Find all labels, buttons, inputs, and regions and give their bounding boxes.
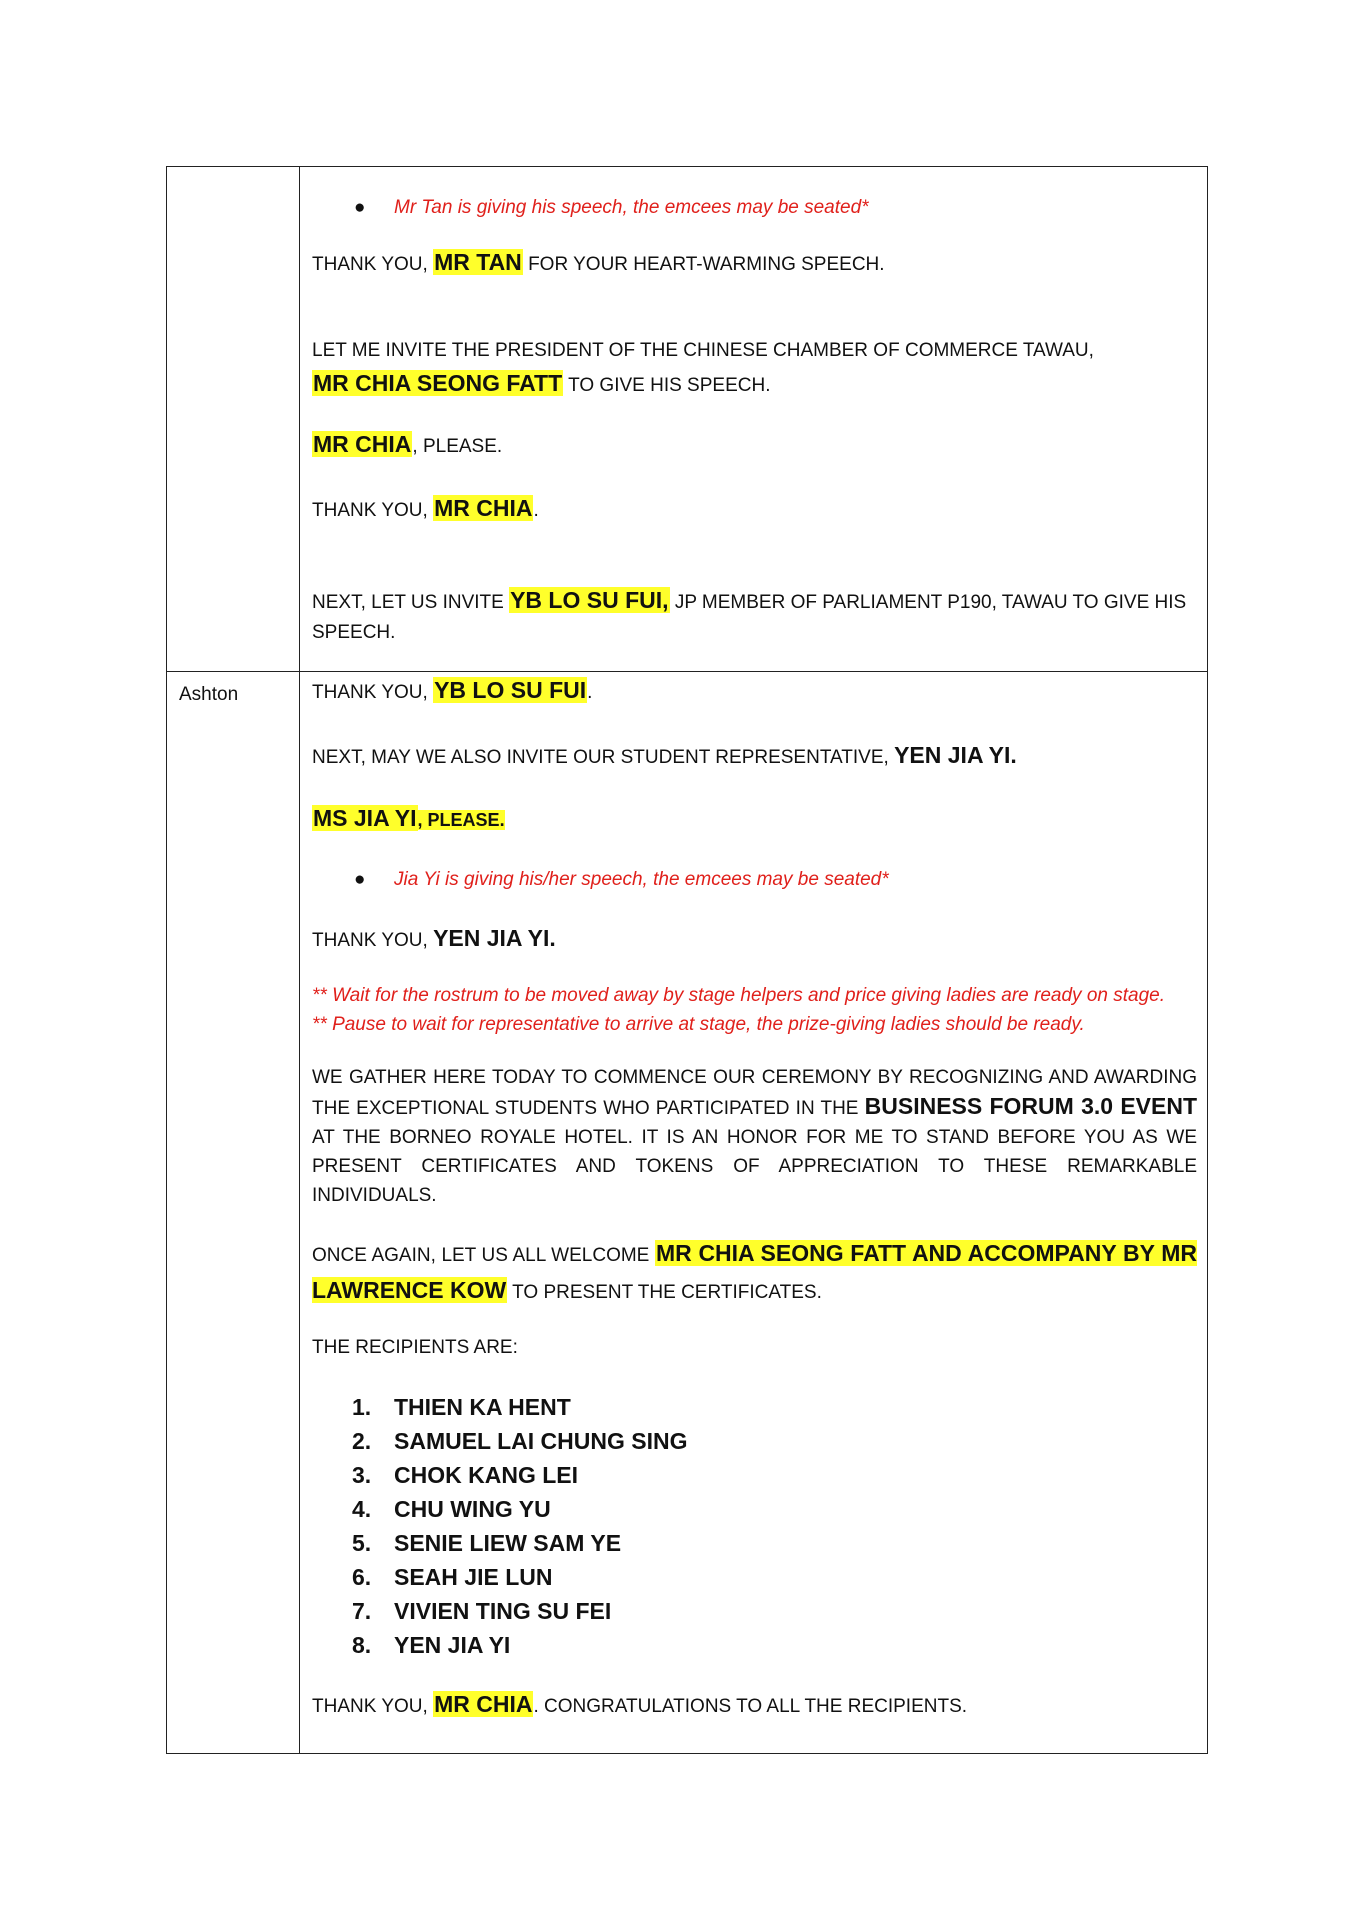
text: NEXT, MAY WE ALSO INVITE OUR STUDENT REPRESENTATIVE,: [312, 747, 895, 768]
recipients-label: THE RECIPIENTS ARE:: [312, 1337, 518, 1358]
student-name: YEN JIA YI.: [433, 925, 556, 951]
recipient-name: THIEN KA HENT: [394, 1394, 571, 1420]
highlighted-name: MR CHIA SEONG FATT AND ACCOMPANY BY MR LAWRENCE KOW: [312, 1240, 1198, 1303]
speaker-name: [167, 167, 299, 179]
highlighted-name: MR CHIA: [434, 495, 533, 521]
script-row-1: [167, 167, 1208, 672]
list-item: [352, 1458, 1197, 1492]
list-item: [352, 1390, 1197, 1424]
stage-direction-text: Mr Tan is giving his speech, the emcees may be seated*: [394, 197, 869, 218]
text: JP MEMBER OF PARLIAMENT P190, TAWAU TO GIVE HIS SPEECH.: [312, 592, 1187, 643]
thank-yb-line: [312, 674, 1197, 709]
recipient-name: SENIE LIEW SAM YE: [394, 1530, 622, 1556]
recipient-name: SEAH JIE LUN: [394, 1564, 553, 1590]
highlighted-text: , PLEASE.: [417, 810, 505, 830]
gather-paragraph: [312, 1063, 1197, 1210]
thank-student-line: [312, 922, 1197, 957]
invite-student-line: [312, 739, 1197, 774]
list-number: 7.: [352, 1598, 372, 1624]
highlighted-name: MR CHIA: [434, 1691, 533, 1717]
stage-note: ** Wait for the rostrum to be moved away by stage helpers and price giving ladies are ready on stage.: [312, 985, 1165, 1006]
text: NEXT, LET US INVITE: [312, 592, 510, 613]
text: , PLEASE.: [412, 436, 503, 457]
bullet-icon: ●: [354, 869, 366, 890]
emcee-script-table: [166, 166, 1208, 1754]
thank-tan-line: [312, 246, 1197, 281]
event-name: BUSINESS FORUM 3.0 EVENT: [864, 1093, 1197, 1119]
recipient-name: YEN JIA YI: [394, 1632, 511, 1658]
text: TO PRESENT THE CERTIFICATES.: [507, 1282, 822, 1303]
text: LET ME INVITE THE PRESIDENT OF THE CHINESE CHAMBER OF COMMERCE TAWAU,: [312, 340, 1094, 361]
list-number: 3.: [352, 1462, 372, 1488]
speaker-name: Ashton: [179, 684, 239, 705]
text: AT THE BORNEO ROYALE HOTEL. IT IS AN HONOR FOR ME TO STAND BEFORE YOU AS WE PRESENT CERTIFICATES AND TOKENS OF APPRECIATION TO THESE REMARKABLE INDIVIDUALS.: [312, 1127, 1197, 1206]
stage-direction-bullet: [312, 193, 1197, 222]
bullet-icon: ●: [354, 197, 366, 218]
highlighted-name: YB LO SU FUI: [434, 677, 587, 703]
invite-yb-line: [312, 585, 1197, 648]
text: THANK YOU,: [312, 254, 434, 275]
welcome-paragraph: [312, 1236, 1197, 1310]
text: ONCE AGAIN, LET US ALL WELCOME: [312, 1245, 655, 1266]
highlighted-name: MS JIA YI: [313, 805, 417, 831]
list-number: 2.: [352, 1428, 372, 1454]
speaker-cell: [167, 672, 300, 1754]
recipient-name: VIVIEN TING SU FEI: [394, 1598, 612, 1624]
list-item: [352, 1424, 1197, 1458]
text: WE GATHER HERE TODAY TO COMMENCE OUR CEREMONY BY RECOGNIZING AND AWARDING THE EXCEPTIONAL STUDENTS WHO PARTICIPATED IN THE: [312, 1067, 1197, 1119]
text: . CONGRATULATIONS TO ALL THE RECIPIENTS.: [533, 1696, 968, 1717]
text: THANK YOU,: [312, 500, 434, 521]
recipients-list: [312, 1390, 1197, 1662]
stage-direction-bullet: [312, 865, 1197, 894]
invite-chia-line: [312, 335, 1197, 402]
highlighted-name: MR CHIA SEONG FATT: [313, 370, 563, 396]
speaker-cell: [167, 167, 300, 672]
recipient-name: SAMUEL LAI CHUNG SING: [394, 1428, 688, 1454]
list-number: 1.: [352, 1394, 372, 1420]
list-number: 5.: [352, 1530, 372, 1556]
text: .: [533, 500, 539, 521]
text: THANK YOU,: [312, 930, 434, 951]
text: .: [587, 682, 593, 703]
list-number: 8.: [352, 1632, 372, 1658]
ms-please-line: [312, 802, 1197, 837]
stage-direction-text: Jia Yi is giving his/her speech, the emcees may be seated*: [394, 869, 889, 890]
thank-chia-line: [312, 492, 1197, 527]
list-item: [352, 1526, 1197, 1560]
list-item: [352, 1560, 1197, 1594]
content-cell: [300, 672, 1208, 1754]
stage-note: ** Pause to wait for representative to arrive at stage, the prize-giving ladies should be ready.: [312, 1014, 1085, 1035]
thank-final-line: [312, 1688, 1197, 1723]
recipient-name: CHU WING YU: [394, 1496, 551, 1522]
student-name: YEN JIA YI.: [894, 742, 1017, 768]
text: THANK YOU,: [312, 682, 434, 703]
text: TO GIVE HIS SPEECH.: [563, 375, 771, 396]
list-number: 6.: [352, 1564, 372, 1590]
text: THANK YOU,: [312, 1696, 434, 1717]
highlighted-name: MR TAN: [434, 249, 522, 275]
list-item: [352, 1594, 1197, 1628]
content-cell: [300, 167, 1208, 672]
list-number: 4.: [352, 1496, 372, 1522]
list-item: [352, 1492, 1197, 1526]
highlighted-name: YB LO SU FUI,: [510, 587, 669, 613]
recipient-name: CHOK KANG LEI: [394, 1462, 578, 1488]
script-row-2: [167, 672, 1208, 1754]
chia-please-line: [312, 428, 1197, 463]
highlighted-name: MR CHIA: [313, 431, 412, 457]
text: FOR YOUR HEART-WARMING SPEECH.: [522, 254, 885, 275]
list-item: [352, 1628, 1197, 1662]
